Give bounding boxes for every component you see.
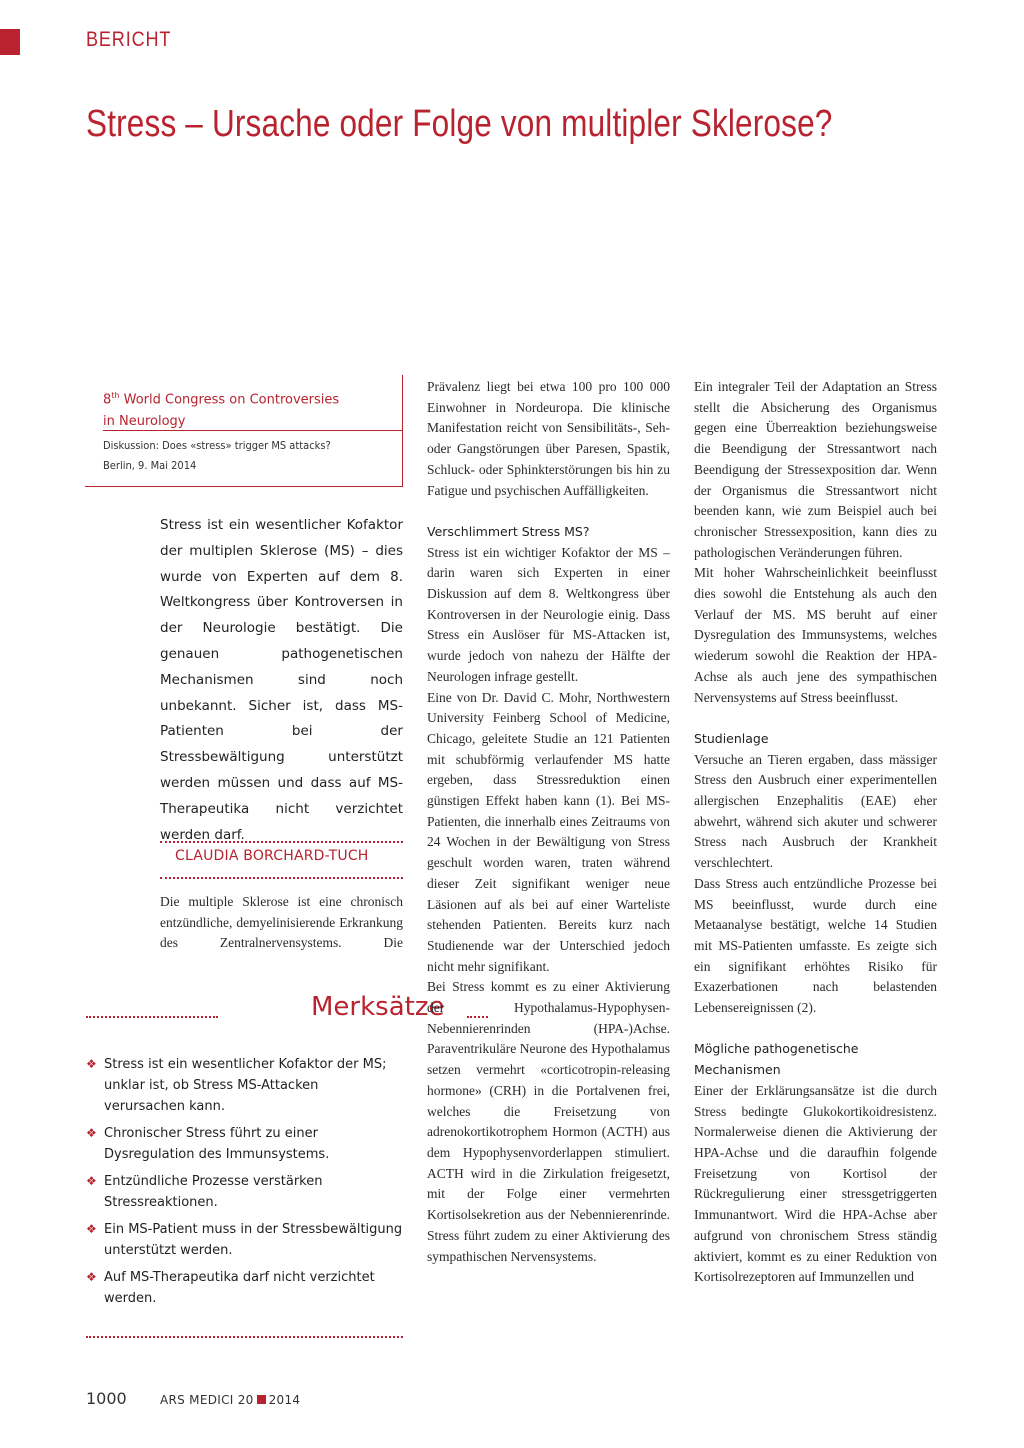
body-paragraph: Mit hoher Wahrscheinlichkeit beeinflusst dies sowohl die Entstehung als auch den Verlauf der MS. MS beruht auf einer Dysregulation des Immunsystems, welches wiederum sowohl die Reaktion der HPA-Achse als auch jene des sympathischen Nervensystems auf Stress beeinflusst. — [694, 565, 937, 705]
author-divider-top — [160, 841, 403, 843]
diamond-bullet-icon: ❖ — [86, 1057, 97, 1071]
congress-name: 8th World Congress on Controversies in Neurology — [103, 391, 340, 430]
body-paragraph: Prävalenz liegt bei etwa 100 pro 100 000 Einwohner in Nordeuropa. Die klinische Manifestation reicht von Sensibilitäts-, Seh- oder Gangstörungen über Paresen, Spastik, Schluck- oder Sphinkterstörungen bis hin zu Fatigue und psychischen Auffälligkeiten. — [427, 379, 670, 498]
body-paragraph: Einer der Erklärungsansätze ist die durch Stress bedingte Glukokortikoidresistenz. Normalerweise dienen die Aktivierung der HPA-Achse und die daraufhin folgende Freisetzung von Kortisol der Rückregulierung einer stressgetriggerten Immunantwort. Wird die HPA-Achse aber aufgrund von chronischem Stress ständig aktiviert, kommt es zu einer Reduktion von Kortisolrezeptoren auf Immunzellen und — [694, 1082, 937, 1285]
body-paragraph: Versuche an Tieren ergaben, dass mässiger Stress den Ausbruch einer experimentellen allergischen Enzephalitis (EAE) eher abwehrt, während sich akuter und schwerer Stress nach Ausbruch der Krankheit verschlechtert. — [694, 751, 937, 871]
body-paragraph: Eine von Dr. David C. Mohr, Northwestern University Feinberg School of Medicine, Chicago, geleitete Studie an 121 Patienten mit schubförmig verlaufender MS hatte ergeben, dass Stressreduktion einen günstigen Effekt haben kann (1). Bei MS-Patienten, die innerhalb eines Zeitraums von 24 Wochen in der Bewältigung von Stress geschult worden waren, traten während dieser Zeit signifikant weniger neue Läsionen auf als bei auf einer Warteliste stehenden Patienten. Bereits kurz nach Studienende war der Unterschied jedoch nicht mehr signifikant. — [427, 689, 670, 974]
key-points-title: Merksätze — [311, 992, 445, 1022]
key-points-list — [86, 1054, 403, 1315]
congress-info-box — [85, 375, 403, 487]
key-point: ❖ Stress ist ein wesentlicher Kofaktor der MS; unklar ist, ob Stress MS-Attacken verursachen kann. — [86, 1054, 403, 1117]
subheading: Studienlage — [694, 730, 769, 746]
key-points-heading — [86, 992, 445, 1026]
section-marker — [0, 29, 20, 55]
author-name: CLAUDIA BORCHARD-TUCH — [175, 848, 369, 864]
lead-paragraph: Stress ist ein wesentlicher Kofaktor der multiplen Sklerose (MS) – dies wurde von Experten auf dem 8. Weltkongress über Kontroversen in der Neurologie bestätigt. Die genauen pathogenetischen Mechanismen sind noch unbekannt. Sicher ist, dass MS-Patienten bei der Stressbewältigung unterstützt werden müssen und dass auf MS-Therapeutika nicht verzichtet werden darf. — [160, 517, 403, 843]
page-number: 1000 — [86, 1389, 127, 1408]
journal-info: ARS MEDICI 20 2014 — [160, 1393, 301, 1407]
square-separator-icon — [257, 1395, 266, 1404]
body-paragraph: Ein integraler Teil der Adaptation an Stress stellt die Absicherung des Organismus gegen eine Überreaktion beziehungsweise die Beendigung der Stressantwort nach Beendigung der Stressexposition dar. Wenn der Organismus die Stressantwort nicht beenden kann, wie zum Beispiel auch bei chronischer Stressexposition, kann dies zu pathologischen Veränderungen führen. — [694, 379, 937, 560]
diamond-bullet-icon: ❖ — [86, 1174, 97, 1188]
key-point: ❖ Auf MS-Therapeutika darf nicht verzichtet werden. — [86, 1267, 403, 1309]
diamond-bullet-icon: ❖ — [86, 1126, 97, 1140]
key-points-divider-bottom — [86, 1336, 403, 1338]
author-divider-bottom — [160, 877, 403, 879]
diamond-bullet-icon: ❖ — [86, 1222, 97, 1236]
body-column-2 — [427, 377, 670, 1267]
heading-dots-left — [86, 1016, 218, 1018]
section-label: BERICHT — [86, 28, 172, 51]
article-title: Stress – Ursache oder Folge von multipler Sklerose? — [86, 103, 833, 145]
key-point: ❖ Ein MS-Patient muss in der Stressbewältigung unterstützt werden. — [86, 1219, 403, 1261]
diamond-bullet-icon: ❖ — [86, 1270, 97, 1284]
body-paragraph: Stress ist ein wichtiger Kofaktor der MS – darin waren sich Experten in einer Diskussion auf dem 8. Weltkongress über Kontroversen in der Neurologie einig. Dass Stress ein Auslöser für MS-Attacken ist, wurde jedoch von nahezu der Hälfte der Neurologen infrage gestellt. — [427, 544, 670, 684]
intro-paragraph: Die multiple Sklerose ist eine chronisch entzündliche, demyelinisierende Erkrankung des Zentralnervensystems. Die — [160, 894, 403, 951]
body-paragraph: Dass Stress auch entzündliche Prozesse bei MS beeinflusst, wurde durch eine Metaanalyse bestätigt, welche 14 Studien mit MS-Patienten umfasste. Es zeigte sich ein signifikant erhöhtes Risiko für Exazerbationen nach belastenden Lebensereignissen (2). — [694, 875, 937, 1016]
subheading: Verschlimmert Stress MS? — [427, 523, 590, 539]
congress-details: Diskussion: Does «stress» trigger MS attacks? Berlin, 9. Mai 2014 — [103, 439, 331, 472]
body-paragraph: Bei Stress kommt es zu einer Aktivierung der Hypothalamus-Hypophysen-Nebennierenrinden (HPA-)Achse. Paraventrikuläre Neurone des Hypothalamus setzen vermehrt «corticotropin-releasing hormone» (CRH) in die Portalvenen frei, welches die Freisetzung von adrenokortikotrophem Hormon (ACTH) aus dem Hypophysenvorderlappen stimuliert. ACTH wird in die Zirkulation freigesetzt, mit der Folge einer vermehrten Kortisolsekretion aus der Nebennierenrinde. Stress führt zudem zu einer Aktivierung des sympathischen Nervensystems. — [427, 979, 670, 1264]
key-point: ❖ Entzündliche Prozesse verstärken Stressreaktionen. — [86, 1171, 403, 1213]
subheading: Mögliche pathogenetische Mechanismen — [694, 1041, 859, 1078]
key-point: ❖ Chronischer Stress führt zu einer Dysregulation des Immunsystems. — [86, 1123, 403, 1165]
body-column-3 — [694, 377, 937, 1288]
info-divider — [103, 430, 402, 431]
